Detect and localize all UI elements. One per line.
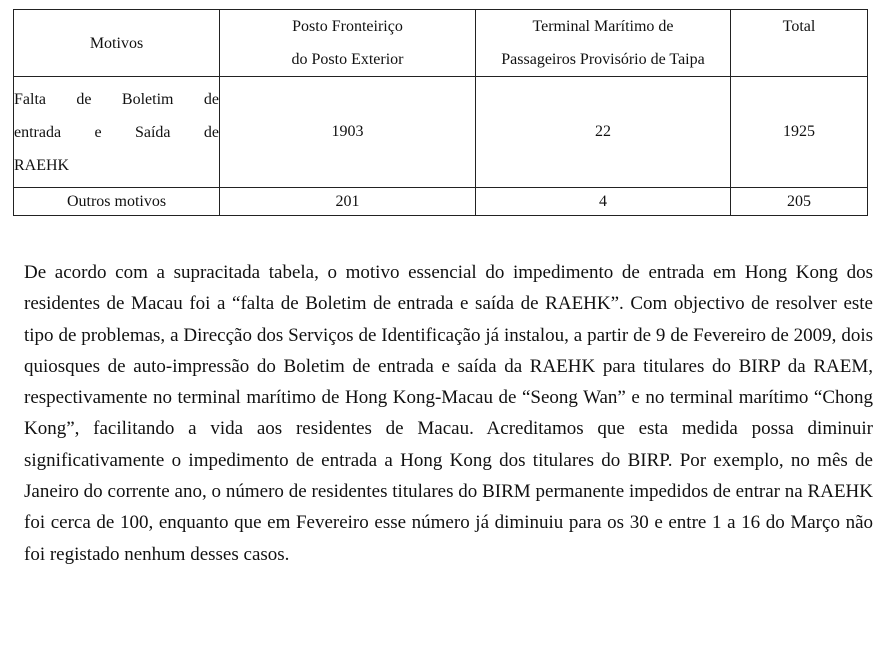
row-label-falta-boletim: [14, 77, 220, 188]
statistics-table: [13, 9, 868, 216]
cell-taipa: 22: [476, 77, 731, 188]
cell-total: 205: [731, 188, 868, 216]
cell-taipa: 4: [476, 188, 731, 216]
header-posto-exterior-line2: do Posto Exterior: [291, 51, 404, 68]
header-terminal-taipa-line1: Terminal Marítimo de: [532, 18, 674, 35]
table-row: [14, 188, 868, 216]
cell-total: 1925: [731, 77, 868, 188]
header-terminal-taipa-line2: Passageiros Provisório de Taipa: [501, 51, 705, 68]
header-motivos: [14, 10, 220, 77]
row-label-line: Falta de Boletim de: [14, 90, 219, 108]
header-total-label: Total: [782, 18, 816, 35]
header-posto-exterior: [220, 10, 476, 77]
table-row: [14, 77, 868, 188]
body-paragraph: De acordo com a supracitada tabela, o motivo essencial do impedimento de entrada em Hong Kong dos residentes de Macau foi a “falta de Boletim de entrada e saída de RAEHK”. Com objectivo de resolver este tipo de problemas, a Direcção dos Serviços de Identificação já instalou, a partir de 9 de Fevereiro de 2009, dois quiosques de auto-impressão do Boletim de entrada e saída da RAEHK para titulares do BIRP da RAEM, respectivamente no terminal marítimo de Hong Kong-Macau de “Seong Wan” e no terminal marítimo “Chong Kong”, facilitando a vida aos residentes de Macau. Acreditamos que esta medida possa diminuir significativamente o impedimento de entrada a Hong Kong dos titulares do BIRP. Por exemplo, no mês de Janeiro do corrente ano, o número de residentes titulares do BIRM permanente impedidos de entrar na RAEHK foi cerca de 100, enquanto que em Fevereiro esse número já diminuiu para os 30 e entre 1 a 16 do Março não foi registado nenhum desses casos.: [24, 262, 873, 565]
row-label-line: RAEHK: [14, 156, 70, 174]
row-label-line: entrada e Saída de: [14, 123, 219, 141]
header-motivos-label: Motivos: [89, 34, 144, 52]
header-terminal-taipa: [476, 10, 731, 77]
row-label-outros-motivos: Outros motivos: [14, 188, 220, 216]
cell-exterior: 201: [220, 188, 476, 216]
cell-exterior: 1903: [220, 77, 476, 188]
header-posto-exterior-line1: Posto Fronteiriço: [292, 18, 403, 35]
header-total: [731, 10, 868, 77]
table-header-row: [14, 10, 868, 77]
